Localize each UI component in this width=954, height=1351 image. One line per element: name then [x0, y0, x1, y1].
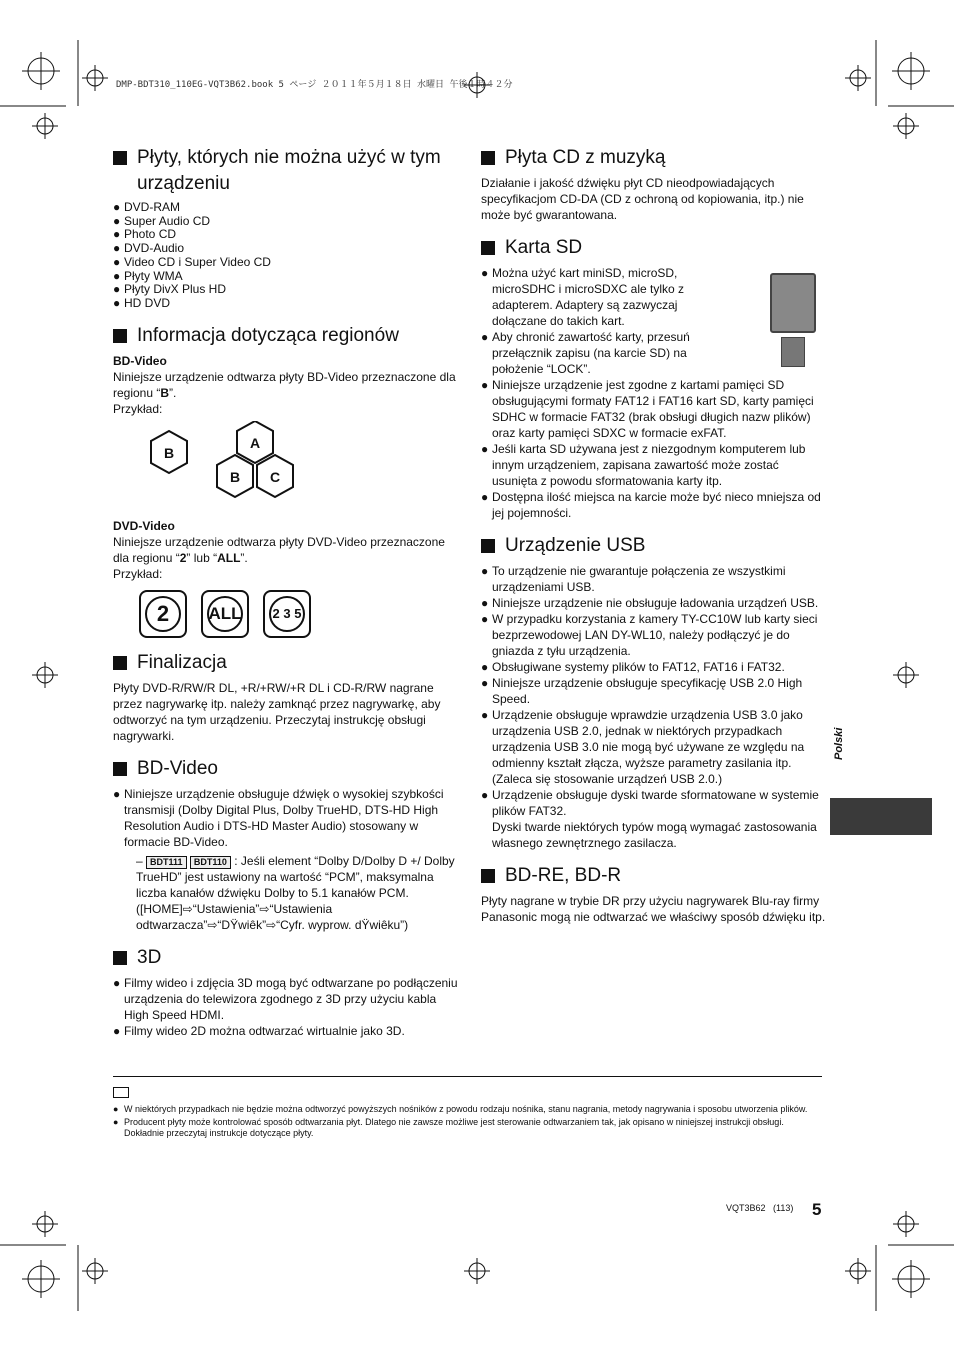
- bullet-icon: ●: [113, 1117, 119, 1127]
- bullet-icon: ●: [481, 564, 489, 578]
- reg-mark-br: [892, 1260, 930, 1298]
- bullet-icon: ●: [113, 200, 121, 214]
- language-tab: [830, 798, 932, 835]
- bullet-icon: ●: [113, 213, 121, 228]
- section-title: BD-Video: [137, 757, 218, 779]
- bullet-icon: ●: [113, 295, 121, 310]
- dvd-video-label: DVD-Video: [113, 518, 175, 533]
- dvd-region-multi-icon: 2 3 5: [263, 590, 311, 638]
- list-item: ● Niniejsze urządzenie obsługuje dźwięk o wysokiej szybkości transmisji (Dolby Digital Plus, Dolby TrueHD, DTS-HD High Resolution Audio i DTS-HD Master Audio) stosowany w formacie BD-Video. – BDT111 BDT110 : Jeśli element “Dolby D/Dolby D +/ Dolby TrueHD” jest ustawiony na wartość “PCM”, maksymalna liczba kanałów dźwięku Dolby to 5.1 kanałów PCM. ([HOME]⇨“Ustawienia”⇨“Ustawienia odtwarzacza”⇨“DŸwiêk”⇨“Cyfr. wyprow. dŸwiêku”): [113, 786, 458, 933]
- model-note: – BDT111 BDT110 : Jeśli element “Dolby D/Dolby D +/ Dolby TrueHD” jest ustawiony na wartość “PCM”, maksymalna liczba kanałów dźwięku Dolby to 5.1 kanałów PCM. ([HOME]⇨“Ustawienia”⇨“Ustawienia odtwarzacza”⇨“DŸwiêk”⇨“Cyfr. wyprow. dŸwiêku”): [136, 853, 455, 932]
- music-cd-text: Działanie i jakość dźwięku płyt CD nieodpowiadających specyfikacjom CD-DA (CD z ochroną od kopiowania, itp.) nie może być gwarantowana.: [481, 176, 804, 222]
- micro-sd-card-image: [781, 337, 805, 367]
- bullet-icon: ●: [113, 241, 121, 256]
- usb-extra-note: Dyski twarde niektórych typów mogą wymagać zastosowania własnego zewnętrznego zasilacza.: [492, 820, 817, 850]
- finalization-text: Płyty DVD-R/RW/R DL, +R/+RW/+R DL i CD-R/RW nagrane przez nagrywarkę itp. należy zamknąć przez nagrywarkę, aby odtworzyć na tym urządzeniu. Przeczytaj instrukcję obsługi nagrywarki.: [113, 680, 441, 743]
- list-item: ● W przypadku korzystania z kamery TY-CC10W lub karty sieci bezprzewodowej LAN DY-WL10, należy podłączyć je do gniazda z tyłu urządzenia.: [481, 612, 818, 658]
- bullet-icon: ●: [481, 330, 489, 344]
- list-item: ● Niniejsze urządzenie nie obsługuje ładowania urządzeń USB.: [481, 596, 819, 610]
- bullet-icon: ●: [113, 254, 121, 269]
- example-label: Przykład:: [113, 401, 163, 416]
- sd-adapter-image: [770, 273, 816, 333]
- crosshair-bl2: [82, 1258, 108, 1284]
- square-bullet-icon: [113, 329, 127, 343]
- bullet-icon: ●: [113, 1104, 119, 1114]
- crosshair-tr3: [893, 113, 919, 139]
- crosshair-left-mid: [32, 662, 58, 688]
- section-bd-video: [113, 756, 458, 933]
- crosshair-tl2: [82, 65, 108, 91]
- bullet-icon: ●: [481, 490, 489, 504]
- square-bullet-icon: [113, 951, 127, 965]
- crosshair-bottom-center: [464, 1258, 490, 1284]
- list-item: ● Filmy wideo i zdjęcia 3D mogą być odtwarzane po podłączeniu urządzenia do telewizora zgodnego z 3D przy użyciu kabla High Speed HDMI.: [113, 975, 458, 1022]
- crosshair-right-mid: [893, 662, 919, 688]
- bullet-icon: ●: [481, 676, 489, 690]
- bullet-icon: ●: [481, 596, 489, 610]
- section-3d: [113, 945, 458, 1039]
- bullet-icon: ●: [481, 708, 489, 722]
- crosshair-br2: [845, 1258, 871, 1284]
- left-column: [113, 145, 458, 1051]
- list-item: ● Filmy wideo 2D można odtwarzać wirtualnie jako 3D.: [113, 1023, 405, 1038]
- model-chip: BDT110: [190, 856, 231, 869]
- list-item: ● Niniejsze urządzenie jest zgodne z kartami pamięci SD obsługującymi formaty FAT12 i FAT16 kart SD, karty pamięci SDHC w formacie FAT32 (brak obsługi długich nazw plików) oraz karty pamięci SDXC w formacie exFAT.: [481, 378, 814, 440]
- notes-list: [113, 1104, 822, 1139]
- crosshair-br3: [893, 1211, 919, 1237]
- bd-region-logos: [137, 421, 337, 511]
- square-bullet-icon: [481, 241, 495, 255]
- book-header: DMP-BDT310_110EG-VQT3B62.book 5 ページ ２０１１年５月１８日 水曜日 午後１時４２分: [116, 80, 513, 90]
- unsupported-disc-list: [113, 201, 458, 311]
- 3d-list: [113, 975, 458, 1039]
- list-item: ● Urządzenie obsługuje dyski twarde sformatowane w systemie plików FAT32.: [481, 788, 819, 818]
- list-item: ● Płyty WMA: [113, 268, 183, 283]
- bullet-icon: ●: [481, 378, 489, 392]
- dvd-region-2-icon: 2: [139, 590, 187, 638]
- svg-text:B: B: [230, 468, 241, 485]
- square-bullet-icon: [113, 151, 127, 165]
- bullet-icon: ●: [481, 788, 489, 802]
- bd-video-region-text: Niniejsze urządzenie odtwarza płyty BD-Video przeznaczone dla regionu “B”.: [113, 369, 456, 400]
- section-finalization: [113, 650, 458, 744]
- svg-text:C: C: [270, 468, 281, 485]
- crosshair-tl3: [32, 113, 58, 139]
- bullet-icon: ●: [113, 268, 121, 283]
- bd-re-text: Płyty nagrane w trybie DR przy użyciu nagrywarek Blu-ray firmy Panasonic mogą nie odtwarzać we właściwy sposób dźwięku itp.: [481, 894, 826, 924]
- bullet-icon: ●: [113, 975, 121, 990]
- section-title: Finalizacja: [137, 651, 227, 673]
- bullet-icon: ●: [113, 227, 121, 242]
- crosshair-bl3: [32, 1211, 58, 1237]
- dvd-region-all-icon: ALL: [201, 590, 249, 638]
- reg-mark-tl: [22, 52, 60, 90]
- section-title: Płyty, których nie można użyć w tym urządzeniu: [137, 147, 441, 194]
- crosshair-top-center: [464, 72, 490, 98]
- list-item: ● Płyty DivX Plus HD: [113, 282, 227, 297]
- bullet-icon: ●: [481, 266, 489, 280]
- bullet-icon: ●: [113, 1023, 121, 1038]
- model-chip: BDT111: [146, 856, 187, 869]
- list-item: ● Photo CD: [113, 227, 177, 242]
- square-bullet-icon: [481, 869, 495, 883]
- section-title: Płyta CD z muzyką: [505, 147, 666, 168]
- notes-section: [113, 1076, 822, 1141]
- book-icon: [113, 1087, 129, 1098]
- right-column: [481, 145, 826, 937]
- list-item: ● W niektórych przypadkach nie będzie można odtworzyć powyższych nośników z powodu rodzaju nośnika, stanu nagrania, metody nagrywania i sposobu utworzenia plików.: [113, 1104, 808, 1114]
- section-usb: [481, 533, 826, 851]
- bullet-icon: ●: [481, 612, 489, 626]
- list-item: ● To urządzenie nie gwarantuje połączenia ze wszystkimi urządzeniami USB.: [481, 564, 786, 594]
- page-number: 5: [812, 1200, 822, 1219]
- section-title: Urządzenie USB: [505, 535, 646, 556]
- reg-mark-tr: [892, 52, 930, 90]
- list-item: ● Producent płyty może kontrolować sposób odtwarzania płyt. Dlatego nie zawsze możliwe jest sterowanie odtwarzaniem tak, jak opisano w niniejszej instrukcji obsługi. Dokładnie przeczytaj instrukcje dotyczące płyty.: [113, 1117, 784, 1138]
- bullet-icon: ●: [481, 660, 489, 674]
- bd-video-label: BD-Video: [113, 353, 167, 368]
- list-item: ● DVD-RAM: [113, 200, 180, 214]
- list-item: ● Niniejsze urządzenie obsługuje specyfikację USB 2.0 High Speed.: [481, 676, 803, 706]
- square-bullet-icon: [481, 151, 495, 165]
- footer-code: VQT3B62 (113): [726, 1203, 794, 1213]
- dvd-region-logos: [139, 590, 458, 638]
- list-item: ● Video CD i Super Video CD: [113, 254, 271, 269]
- square-bullet-icon: [481, 539, 495, 553]
- list-item: ● Jeśli karta SD używana jest z niezgodnym komputerem lub innym urządzeniem, zapisana zawartość może zostać usunięta z powodu sformatowania karty itp.: [481, 442, 806, 488]
- section-title: Karta SD: [505, 237, 583, 258]
- section-title: 3D: [137, 946, 162, 968]
- list-item: ● DVD-Audio: [113, 241, 185, 256]
- list-item: ● Urządzenie obsługuje wprawdzie urządzenia USB 3.0 jako urządzenia USB 2.0, jednak w niektórych przypadkach urządzenia USB 3.0 nie mogą być używane ze względu na odmienny kształt złącza, wyższe parametry zasilania itp. (Zaleca się stosowanie urządzeń USB 2.0.): [481, 708, 805, 786]
- svg-text:A: A: [250, 434, 261, 451]
- section-title: Informacja dotycząca regionów: [137, 324, 399, 346]
- reg-mark-bl: [22, 1260, 60, 1298]
- example-label: Przykład:: [113, 566, 163, 581]
- list-item: ● Dostępna ilość miejsca na karcie może być nieco mniejsza od jej pojemności.: [481, 490, 821, 520]
- list-item: ● Aby chronić zawartość karty, przesuń przełącznik zapisu (na karcie SD) na położenie “LOCK”.: [481, 330, 690, 376]
- bullet-icon: ●: [113, 282, 121, 297]
- list-item: ● Obsługiwane systemy plików to FAT12, FAT16 i FAT32.: [481, 660, 785, 674]
- square-bullet-icon: [113, 656, 127, 670]
- crosshair-tr2: [845, 65, 871, 91]
- list-item: ● Można użyć kart miniSD, microSD, microSDHC i microSDXC ale tylko z adapterem. Adaptery są zazwyczaj dołączane do takich kart.: [481, 266, 685, 328]
- bullet-icon: ●: [481, 442, 489, 456]
- usb-list: [481, 563, 826, 819]
- section-region-info: [113, 323, 458, 638]
- language-tab-label: Polski: [833, 727, 845, 760]
- list-item: ● Super Audio CD: [113, 213, 211, 228]
- square-bullet-icon: [113, 762, 127, 776]
- section-unsupported-discs: [113, 145, 458, 311]
- list-item: ● HD DVD: [113, 295, 171, 310]
- svg-text:B: B: [164, 444, 175, 461]
- section-title: BD-RE, BD-R: [505, 865, 622, 886]
- section-bd-re: [481, 863, 826, 925]
- section-music-cd: [481, 145, 826, 223]
- dvd-video-region-text: Niniejsze urządzenie odtwarza płyty DVD-Video przeznaczone dla regionu “2” lub “ALL”.: [113, 534, 445, 565]
